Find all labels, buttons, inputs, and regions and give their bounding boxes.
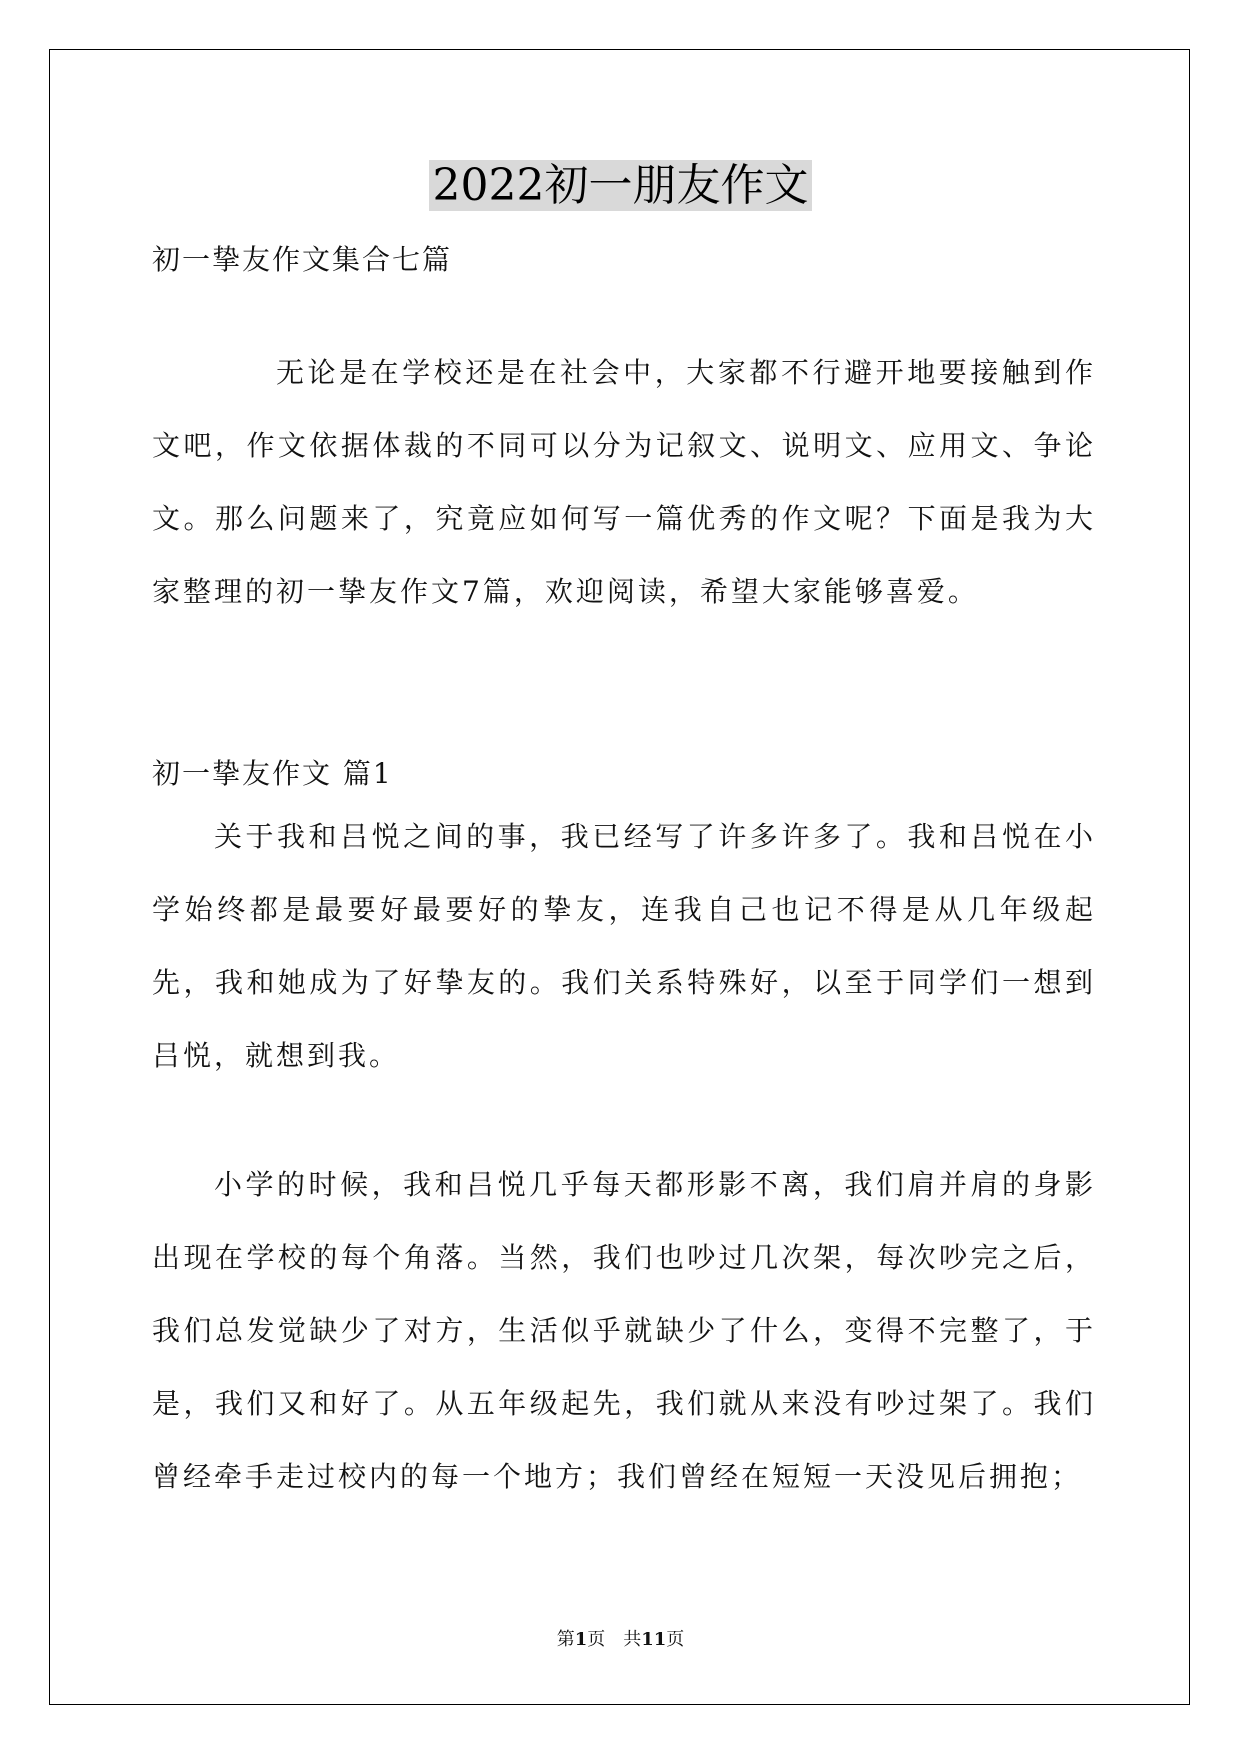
body-paragraph-2: 小学的时候，我和吕悦几乎每天都形影不离，我们肩并肩的身影出现在学校的每个角落。当然，我们也吵过几次架，每次吵完之后，我们总发觉缺少了对方，生活似乎就缺少了什么，变得不完整了，于是，我们又和好了。从五年级起先，我们就从来没有吵过架了。我们曾经牵手走过校内的每一个地方；我们曾经在短短一天没见后拥抱；	[152, 1168, 1096, 1493]
page-footer	[0, 1625, 1241, 1651]
document-title: 2022初一朋友作文	[0, 156, 1241, 216]
footer-suffix: 页	[666, 1629, 685, 1650]
body-paragraph-1: 关于我和吕悦之间的事，我已经写了许多许多了。我和吕悦在小学始终都是最要好最要好的挚友，连我自己也记不得是从几年级起先，我和她成为了好挚友的。我们关系特殊好，以至于同学们一想到吕悦，就想到我。	[152, 820, 1096, 1072]
page-current: 1	[574, 1629, 588, 1650]
intro-paragraph: 无论是在学校还是在社会中，大家都不行避开地要接触到作文吧，作文依据体裁的不同可以分为记叙文、说明文、应用文、争论文。那么问题来了，究竟应如何写一篇优秀的作文呢？下面是我为大家整理的初一挚友作文7篇，欢迎阅读，希望大家能够喜爱。	[152, 356, 1096, 608]
document-subtitle: 初一挚友作文集合七篇	[152, 243, 453, 276]
page-total: 11	[641, 1629, 667, 1650]
footer-mid: 页 共	[587, 1629, 642, 1650]
section-heading: 初一挚友作文 篇1	[152, 757, 393, 790]
footer-prefix: 第	[556, 1629, 575, 1650]
